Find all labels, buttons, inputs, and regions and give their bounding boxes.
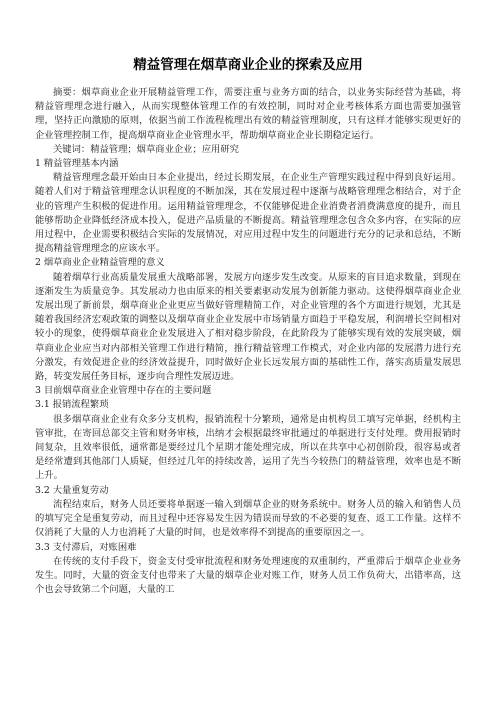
section-heading: 1 精益管理基本内涵 (35, 158, 119, 170)
subsection-heading: 3.1 报销流程繁琐 (35, 399, 109, 411)
section-paragraph: 精益管理理念最开始由日本企业提出，经过长期发展，在企业生产管理实践过程中得到良好运用。随着人们对于精益管理理念认识程度的不断加深，其在发展过程中逐渐与战略管理理念相结合，对于企业的管理产生积极的促进作用。运用精益管理理念，不仅能够促进企业消费者消费满意度的提升，而且能够帮助企业降低经济成本投入，促进产品质量的不断提高。精益管理理念包含众多内容，在实际的应用过程中，企业需要积极结合实际的发展情况，对应用过程中发生的问题进行充分的记录和总结，不断提高精益管理理念的应该水平。 (35, 172, 461, 255)
document-body (35, 86, 461, 597)
section-heading: 3 目前烟草商业企业管理中存在的主要问题 (35, 385, 212, 397)
section-heading: 2 烟草商业企业精益管理的意义 (35, 257, 165, 269)
document-title: 精益管理在烟草商业企业的探索及应用 (133, 57, 363, 73)
section-paragraph: 随着烟草行业高质量发展重大战略部署，发展方向逐步发生改变。从原来的盲目追求数量，到现在逐渐发生为质量竞争。其发展动力也由原来的相关要素驱动发展为创新能力驱动。这使得烟草商业企业发展出现了新前景，烟草商业企业更应当做好管理精简工作，对企业管理的各个方面进行规划，尤其是随着我国经济宏观政策的调整以及烟草商业企业发展中市场销量方面趋于平稳发展，利润增长空间相对较小的现象，使得烟草商业企业发展进入了相对稳步阶段，在此阶段为了能够实现有效的发展突破，烟草商业企业应当对内部相关管理工作进行精简，推行精益管理工作模式，对企业内部的发展潜力进行充分激发，有效促进企业的经济效益提升，同时做好企业长远发展方面的基础性工作，落实高质量发展思路，转变发展任务目标，逐步向合理性发展迈进。 (35, 271, 461, 383)
section-paragraph: 流程结束后，财务人员还要将单据逐一输入到烟草企业的财务系统中。财务人员的输入和销售人员的填写完全是重复劳动，而且过程中还容易发生因为错误而导致的不必要的复查、返工工作量。这样不仅消耗了大量的人力也消耗了大量的时间，也是效率得不到提高的重要原因之一。 (35, 498, 461, 539)
section-paragraph: 很多烟草商业企业有众多分支机构，报销流程十分繁琐，通常是由机构员工填写完单据，经机构主管审批，在寄回总部交主管和财务审核，出纳才会根据最终审批通过的单据进行支付处理。费用报销时间复杂，且效率很低，通常都是要经过几个星期才能处理完成，所以在共享中心初创阶段，很容易或者是经常遭到其他部门人质疑，但经过几年的持续改善，运用了先当今较热门的精益管理，效率也是不断上升。 (35, 413, 461, 482)
section-paragraph: 在传统的支付手段下，资金支付受审批流程和财务处理速度的双重制约，严重滞后于烟草企业业务发生。同时，大量的资金支付也带来了大量的烟草企业对账工作，财务人员工作负荷大，出错率高，这个也会导致第二个问题，大量的工 (35, 555, 461, 596)
subsection-heading: 3.2 大量重复劳动 (35, 484, 109, 496)
subsection-heading: 3.3 支付滞后，对账困难 (35, 541, 137, 553)
keywords-line: 关键词：精益管理；烟草商业企业；应用研究 (53, 143, 239, 155)
abstract-paragraph: 摘要：烟草商业企业开展精益管理工作，需要注重与业务方面的结合，以业务实际经营为基础，将精益管理理念进行融入，从而实现整体管理工作的有效控制，同时对企业考核体系方面也需要加强管理，坚持正向激励的原则，依据当前工作流程梳理出有效的精益管理制度，只有这样才能够实现更好的企业管理控制工作，提高烟草商业企业管理水平，帮助烟草商业企业长期稳定运行。 (35, 87, 461, 141)
